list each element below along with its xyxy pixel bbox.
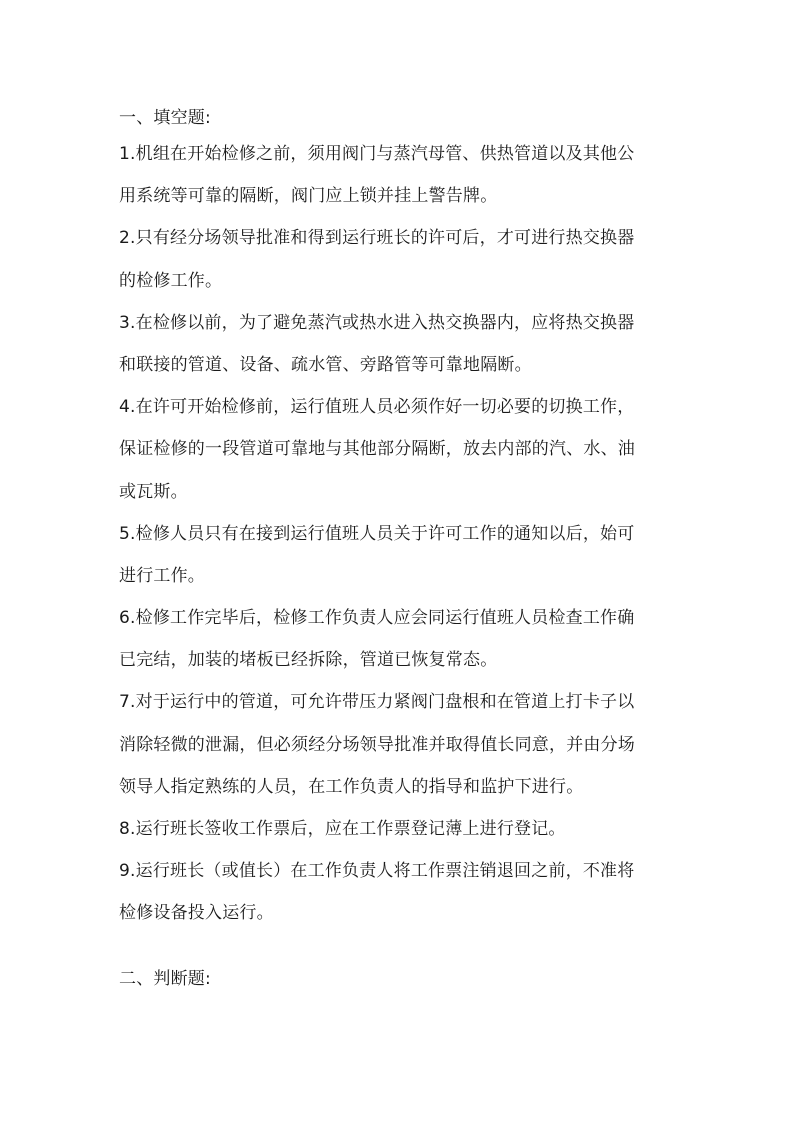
question-item — [119, 808, 679, 850]
question-item — [119, 597, 679, 681]
question-text-line: 9.运行班长（或值长）在工作负责人将工作票注销退回之前，不准将 — [119, 861, 635, 882]
question-text-line: 1.机组在开始检修之前，须用阀门与蒸汽母管、供热管道以及其他公 — [119, 144, 635, 164]
question-text-line: 4.在许可开始检修前，运行值班人员必须作好一切必要的切换工作， — [119, 397, 635, 418]
question-text-line: 2.只有经分场领导批准和得到运行班长的许可后，才可进行热交换器 — [119, 228, 635, 249]
question-item — [119, 302, 679, 386]
question-text-line: 领导人指定熟练的人员，在工作负责人的指导和监护下进行。 — [119, 776, 584, 797]
document-body — [119, 103, 679, 994]
question-text-line: 或瓦斯。 — [119, 481, 188, 502]
question-item — [119, 133, 679, 217]
question-text-line: 5.检修人员只有在接到运行值班人员关于许可工作的通知以后，始可 — [119, 523, 635, 544]
question-text-line: 保证检修的一段管道可靠地与其他部分隔断，放去内部的汽、水、油 — [119, 439, 635, 460]
question-text-line: 进行工作。 — [119, 565, 205, 586]
question-text-line: 检修设备投入运行。 — [119, 903, 274, 924]
section-title-fill-in-blank: 一、填空题: — [119, 108, 211, 128]
question-text-line: 3.在检修以前，为了避免蒸汽或热水进入热交换器内，应将热交换器 — [119, 312, 635, 333]
question-text-line: 8.运行班长签收工作票后，应在工作票登记薄上进行登记。 — [119, 819, 566, 839]
question-item — [119, 386, 679, 513]
question-list — [119, 133, 679, 935]
question-text-line: 7.对于运行中的管道，可允许带压力紧阀门盘根和在管道上打卡子以 — [119, 692, 635, 713]
question-item — [119, 850, 679, 934]
question-text-line: 的检修工作。 — [119, 270, 223, 291]
question-item — [119, 681, 679, 808]
question-text-line: 和联接的管道、设备、疏水管、旁路管等可靠地隔断。 — [119, 354, 532, 375]
question-item — [119, 217, 679, 301]
question-item — [119, 513, 679, 597]
question-text-line: 已完结，加装的堵板已经拆除，管道已恢复常态。 — [119, 650, 498, 671]
question-text-line: 6.检修工作完毕后，检修工作负责人应会同运行值班人员检查工作确 — [119, 608, 635, 629]
question-text-line: 消除轻微的泄漏，但必须经分场领导批准并取得值长同意，并由分场 — [119, 734, 635, 755]
question-text-line: 用系统等可靠的隔断，阀门应上锁并挂上警告牌。 — [119, 186, 498, 207]
section-title-true-false: 二、判断题: — [119, 968, 211, 989]
